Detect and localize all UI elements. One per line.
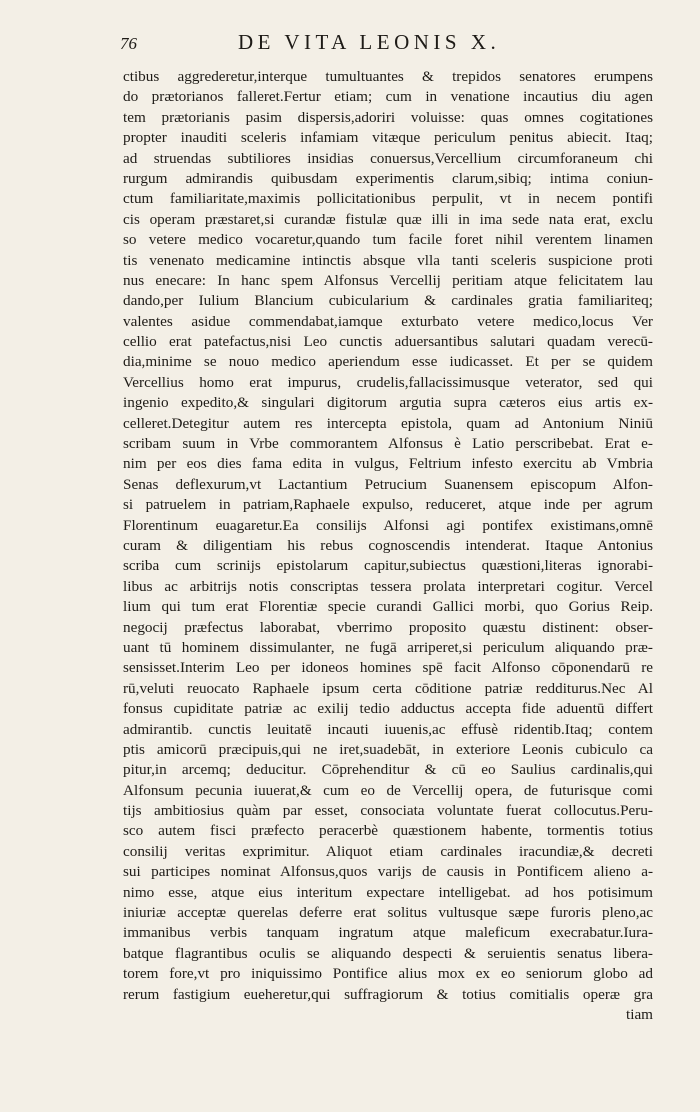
text-line: uant tū hominem dissimulanter, ne fugā arriperet,si periculum aliquando præ- — [123, 638, 653, 656]
text-line: tis venenato medicamine intinctis absque vlla tanti sceleris suspicione proti — [123, 251, 653, 269]
text-line: rurgum admirandis quibusdam experimentis clarum,sibiq; intima coniun- — [123, 169, 653, 187]
text-line: pitur,in arcemq; deducitur. Cōprehenditur & cū eo Saulius cardinalis,qui — [123, 761, 653, 779]
text-line: cellio erat patefactus,nisi Leo cunctis aduersantibus salutari quadam verecū- — [123, 333, 653, 351]
text-line: torem fore,vt pro iniquissimo Pontifice alius mox ex eo seniorum globo ad — [123, 965, 653, 983]
text-line: iniuriæ acceptæ querelas deferre erat solitus vultusque sæpe furoris pleno,ac — [123, 904, 653, 922]
text-line: Florentinum euagaretur.Ea consilijs Alfonsi agi pontifex existimans,omnē — [123, 516, 653, 534]
text-line: dia,minime se nouo medico aperiendum esse iudicasset. Et per se quidem — [123, 353, 653, 371]
text-line: tijs ambitiosius quàm par esset, consociata voluntate fuerat collocutus.Peru- — [123, 802, 653, 820]
text-line: admirantib. cunctis leuitatē incauti iuuenis,ac effusè ridentib.Itaq; contem — [123, 720, 653, 738]
text-line: batque flagrantibus oculis se aliquando despecti & seruientis senatus libera- — [123, 944, 653, 962]
text-line: ad struendas subtiliores insidias conuersus,Vercellium circumforaneum chi — [123, 149, 653, 167]
text-line: cis operam præstaret,si curandæ fistulæ quæ illi in ima sede nata erat, exclu — [123, 210, 653, 228]
text-line: so vetere medico vocaretur,quando tum facile foret nihil verentem linamen — [123, 231, 653, 249]
page-number: 76 — [120, 34, 137, 53]
page-header — [120, 30, 660, 64]
text-line: celleret.Detegitur autem res intercepta epistola, quam ad Antonium Niniū — [123, 414, 653, 432]
text-line: ptis amicorū præcipuis,qui ne iret,suadebāt, in exteriore Leonis cubiculo ca — [123, 740, 653, 758]
text-line: propter inauditi sceleris infamiam vitæque periculum penitus abiecit. Itaq; — [123, 129, 653, 147]
body-text — [123, 67, 653, 1025]
catchword: tiam — [626, 1005, 653, 1023]
text-line: nim per eos dies fama edita in vulgus, Feltrium infesto exercitu ab Vmbria — [123, 455, 653, 473]
text-line: curam & diligentiam his rebus cognoscendis intenderat. Itaque Antonius — [123, 536, 653, 554]
text-line: immanibus verbis tanquam ingratum atque maleficum execrabatur.Iura- — [123, 924, 653, 942]
text-line: nus enecare: In hanc spem Alfonsus Vercellij peritiam atque felicitatem lau — [123, 271, 653, 289]
text-line: si patruelem in patriam,Raphaele expulso, reduceret, atque inde per agrum — [123, 496, 653, 514]
text-line: sco autem fisci præfecto peracerbè quæstionem habente, tormentis totius — [123, 822, 653, 840]
text-line: nimo esse, atque eius interitum expectare intelligebat. ad hos potisimum — [123, 883, 653, 901]
text-line: tem prætorianis pasim dispersis,adoriri voluisse: quas omnes cogitationes — [123, 108, 653, 126]
text-line: ingenio expedito,& singulari digitorum argutia supra cæteros eius artis ex- — [123, 394, 653, 412]
text-line: ctum familiaritate,maximis pollicitationibus perpulit, vt in necem pontifi — [123, 190, 653, 208]
text-line: libus ac arbitrijs notis conscriptas tessera prolata interpretari cogitur. Vercel — [123, 577, 653, 595]
text-line: sui participes nominat Alfonsus,quos varijs de causis in Pontificem alieno a- — [123, 863, 653, 881]
text-line: lium qui tum erat Florentiæ specie curandi Gallici morbi, quo Gorius Reip. — [123, 598, 653, 616]
text-line: scribam suum in Vrbe commorantem Alfonsus è Latio perscribebat. Erat e- — [123, 435, 653, 453]
text-line: Alfonsum pecunia iuuerat,& cum eo de Vercellij opera, de futurisque comi — [123, 781, 653, 799]
text-line: negocij præfectus laborabat, vberrimo proposito quæstu distinent: obser- — [123, 618, 653, 636]
text-line: rū,veluti reuocato Raphaele ipsum certa cōditione patriæ redditurus.Nec Al — [123, 679, 653, 697]
running-title: DE VITA LEONIS X. — [238, 30, 501, 54]
text-line: valentes asidue commendabat,iamque exturbato vetere medico,locus Ver — [123, 312, 653, 330]
text-line: do prætorianos falleret.Fertur etiam; cum in venatione incautius diu agen — [123, 88, 653, 106]
text-line: rerum fastigium eueheretur,qui suffragiorum & totius comitialis operæ gra — [123, 985, 653, 1003]
text-line: fonsus cupiditate patriæ ac exilij tedio adductus accepta fide aduentū differt — [123, 700, 653, 718]
text-line: Vercellius homo erat impurus, crudelis,fallacissimusque veterator, sed qui — [123, 373, 653, 391]
text-line: scriba cum scrinijs epistolarum capitur,subiectus quæstioni,literas ignorabi- — [123, 557, 653, 575]
text-line: dando,per Iulium Blancium cubicularium & cardinales gratia familiariteq; — [123, 292, 653, 310]
text-line: consilij veritas exprimitur. Aliquot etiam cardinales iracundiæ,& decreti — [123, 842, 653, 860]
text-line: sensisset.Interim Leo per idoneos homines spē facit Alfonso cōponendarū re — [123, 659, 653, 677]
text-line: ctibus aggrederetur,interque tumultuantes & trepidos senatores erumpens — [123, 68, 653, 85]
text-line: Senas deflexurum,vt Lactantium Petrucium Suanensem episcopum Alfon- — [123, 475, 653, 493]
